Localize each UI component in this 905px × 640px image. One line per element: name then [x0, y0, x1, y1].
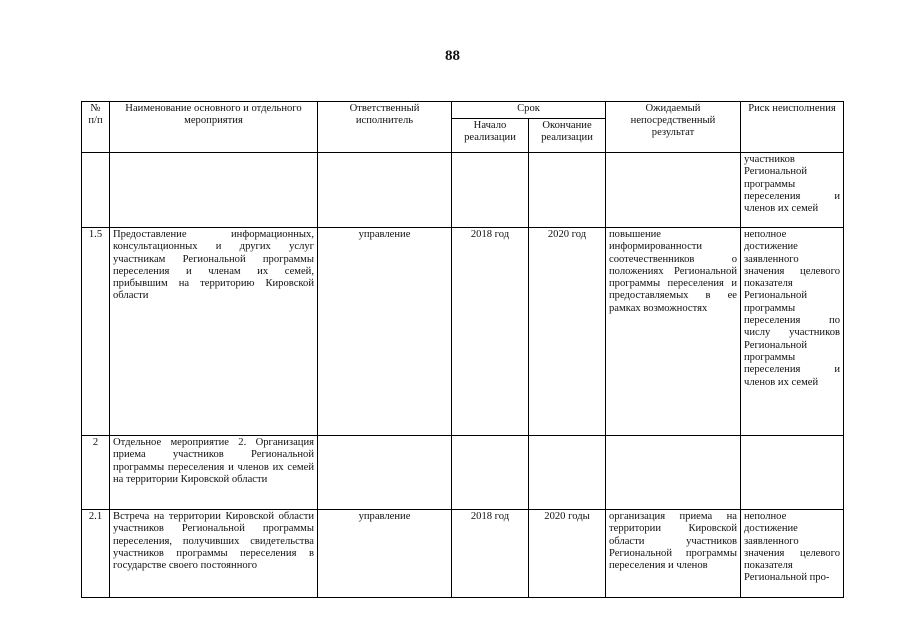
cell-start: [452, 436, 529, 510]
cell-end: 2020 год: [529, 228, 606, 436]
cell-end: [529, 153, 606, 228]
cell-start: 2018 год: [452, 228, 529, 436]
cell-executor: [318, 436, 452, 510]
cell-result: [606, 153, 741, 228]
header-name: Наименование основного и отдельного мероприятия: [110, 102, 318, 153]
header-start: Начало реализации: [452, 119, 529, 153]
cell-name: Встреча на территории Кировской области участников Региональной программы переселения, получивших свидетельства участников программы переселения в государстве своего постоянного: [110, 510, 318, 598]
header-result: Ожидаемый непосредственный результат: [606, 102, 741, 153]
cell-risk: участников Региональной программы переселения и членов их семей: [741, 153, 844, 228]
cell-executor: управление: [318, 510, 452, 598]
header-risk: Риск неисполнения: [741, 102, 844, 153]
cell-num: [82, 153, 110, 228]
cell-name: [110, 153, 318, 228]
table-row: [82, 228, 844, 436]
cell-name: Отдельное мероприятие 2. Организация приема участников Региональной программы переселения и членов их семей на территории Кировской области: [110, 436, 318, 510]
cell-risk: неполное достижение заявленного значения целевого показателя Региональной программы переселения по числу участников Региональной программы переселения и членов их семей: [741, 228, 844, 436]
header-term: Срок: [452, 102, 606, 119]
header-end: Окончание реализации: [529, 119, 606, 153]
cell-start: [452, 153, 529, 228]
cell-result: повышение информированности соотечественников о положениях Региональной программы переселения и предоставляемых в ее рамках возможностях: [606, 228, 741, 436]
table-row: [82, 436, 844, 510]
cell-start: 2018 год: [452, 510, 529, 598]
table-row: [82, 510, 844, 598]
cell-result: [606, 436, 741, 510]
cell-end: 2020 годы: [529, 510, 606, 598]
cell-risk: неполное достижение заявленного значения целевого показателя Региональной про-: [741, 510, 844, 598]
table-row: [82, 153, 844, 228]
cell-num: 2.1: [82, 510, 110, 598]
cell-end: [529, 436, 606, 510]
cell-name: Предоставление информационных, консультационных и других услуг участникам Региональной программы переселения и членам их семей, прибывшим на территорию Кировской области: [110, 228, 318, 436]
cell-result: организация приема на территории Кировской области участников Региональной программы переселения и членов: [606, 510, 741, 598]
header-executor: Ответственный исполнитель: [318, 102, 452, 153]
cell-executor: управление: [318, 228, 452, 436]
cell-num: 1.5: [82, 228, 110, 436]
cell-num: 2: [82, 436, 110, 510]
cell-risk: [741, 436, 844, 510]
header-num: № п/п: [82, 102, 110, 153]
plan-table: [81, 101, 844, 598]
page-number: 88: [445, 48, 460, 64]
cell-executor: [318, 153, 452, 228]
